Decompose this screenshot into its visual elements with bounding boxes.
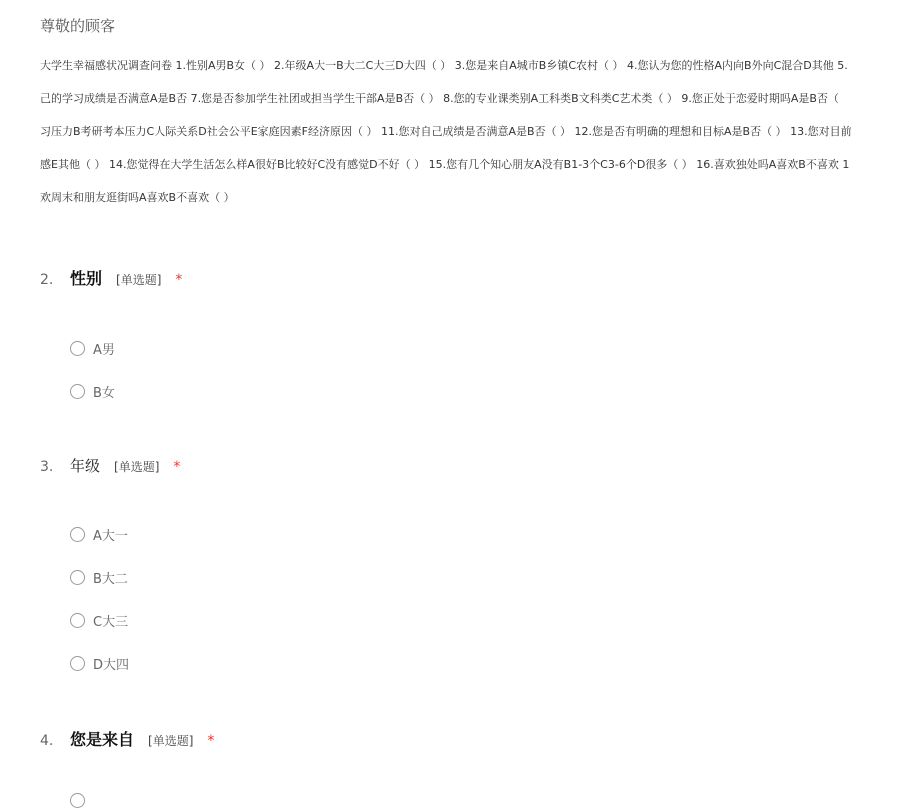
question-type: [单选题] bbox=[114, 460, 160, 474]
option-partial[interactable] bbox=[70, 790, 93, 810]
question-title: 您是来自 bbox=[70, 730, 135, 749]
question-title: 年级 bbox=[70, 457, 101, 475]
question-3-header bbox=[40, 455, 180, 476]
radio-button[interactable] bbox=[70, 341, 85, 356]
question-number: 3. bbox=[40, 459, 54, 475]
radio-button[interactable] bbox=[70, 793, 85, 808]
option-male[interactable] bbox=[70, 338, 115, 358]
intro-line: 感E其他（ ） 14.您觉得在大学生活怎么样A很好B比较好C没有感觉D不好（ ） 15.您有几个知心朋友A没有B1-3个C3-6个D很多（ ） 16.喜欢独处吗A喜欢B不喜欢 1 bbox=[40, 158, 850, 171]
required-mark: * bbox=[173, 459, 181, 475]
required-mark: * bbox=[207, 733, 215, 749]
question-2-header bbox=[40, 266, 182, 289]
question-number: 4. bbox=[40, 733, 54, 749]
radio-button[interactable] bbox=[70, 570, 85, 585]
question-number: 2. bbox=[40, 272, 54, 288]
radio-button[interactable] bbox=[70, 613, 85, 628]
intro-line: 欢周末和朋友逛街吗A喜欢B不喜欢（ ） bbox=[40, 191, 235, 204]
question-4-header bbox=[40, 727, 214, 750]
option-label: D大四 bbox=[93, 657, 130, 673]
radio-button[interactable] bbox=[70, 656, 85, 671]
option-label: C大三 bbox=[93, 614, 129, 630]
question-title: 性别 bbox=[70, 269, 103, 288]
option-sophomore[interactable] bbox=[70, 567, 128, 587]
required-mark: * bbox=[175, 272, 183, 288]
option-junior[interactable] bbox=[70, 610, 128, 630]
survey-intro bbox=[40, 54, 900, 219]
question-type: [单选题] bbox=[148, 734, 194, 748]
option-label: A大一 bbox=[93, 528, 128, 544]
intro-line: 大学生幸福感状况调查问卷 1.性别A男B女（ ） 2.年级A大一B大二C大三D大四（ ） 3.您是来自A城市B乡镇C农村（ ） 4.您认为您的性格A内向B外向C混合D其他 5. bbox=[40, 59, 848, 72]
option-female[interactable] bbox=[70, 381, 115, 401]
greeting: 尊敬的顾客 bbox=[40, 17, 116, 35]
option-label: B女 bbox=[93, 385, 115, 401]
radio-button[interactable] bbox=[70, 384, 85, 399]
intro-line: 习压力B考研考本压力C人际关系D社会公平E家庭因素F经济原因（ ） 11.您对自己成绩是否满意A是B否（ ） 12.您是否有明确的理想和目标A是B否（ ） 13.您对目前 bbox=[40, 125, 852, 138]
option-freshman[interactable] bbox=[70, 524, 128, 544]
option-senior[interactable] bbox=[70, 653, 129, 673]
intro-line: 己的学习成绩是否满意A是B否 7.您是否参加学生社团或担当学生干部A是B否（ ） 8.您的专业课类别A工科类B文科类C艺术类（ ） 9.您正处于恋爱时期吗A是B否（ bbox=[40, 92, 839, 105]
option-label: B大二 bbox=[93, 571, 128, 587]
radio-button[interactable] bbox=[70, 527, 85, 542]
option-label: A男 bbox=[93, 342, 115, 358]
question-type: [单选题] bbox=[116, 273, 162, 287]
